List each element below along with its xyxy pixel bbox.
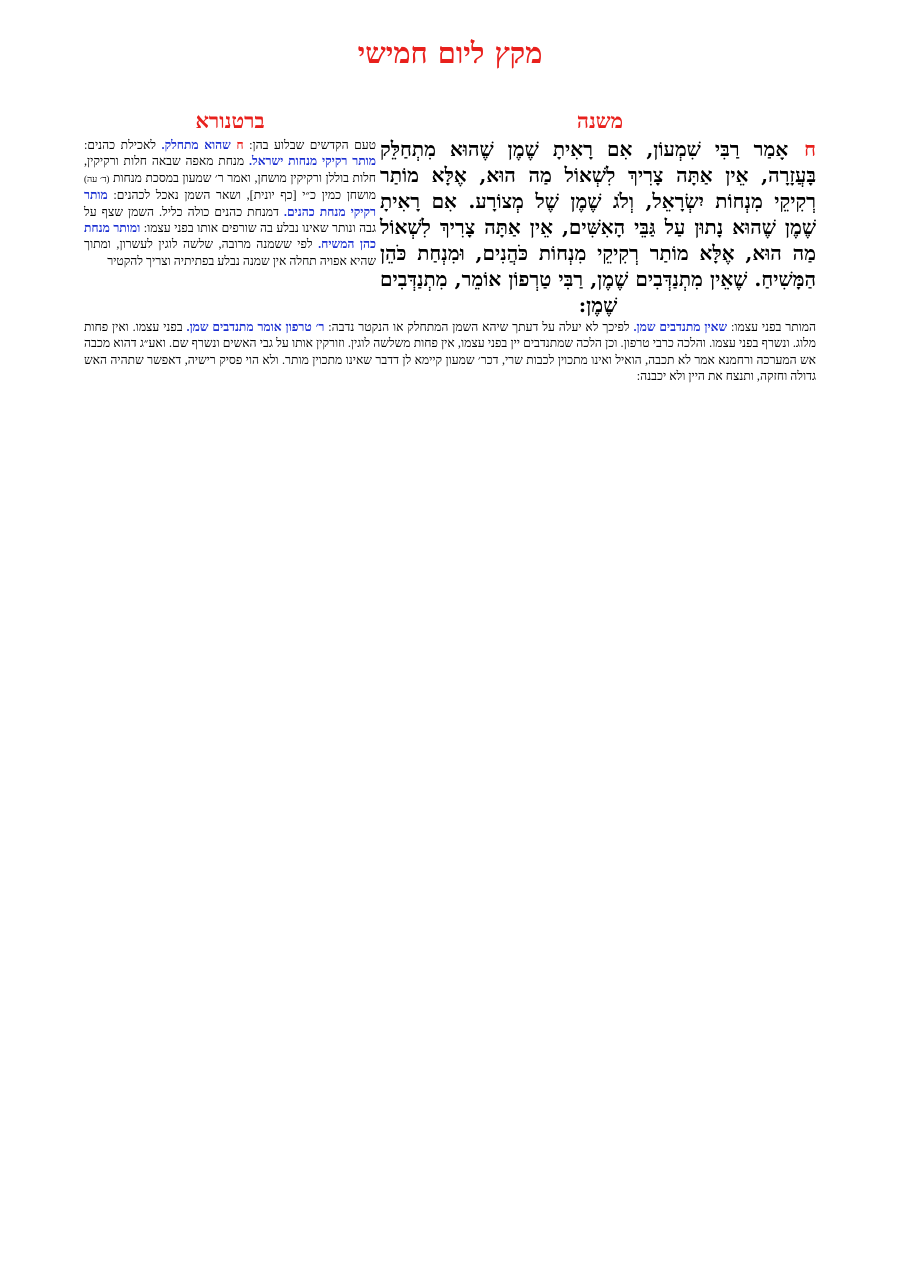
bartenura-segment: לפיכך לא יעלה על דעתך שיהא השמן המתחלק או הנקטר נדבה: xyxy=(324,320,634,334)
bartenura-segment: מנחת מאפה שבאה חלות ורקיקין, חלות בוללן ורקיקין מושחן, ואמר ר׳ שמעון במסכת מנחות xyxy=(84,154,376,185)
mishna-body: אָמַר רַבִּי שִׁמְעוֹן, אִם רָאִיתָ שֶׁמֶן שֶׁהוּא מִתְחַלֵּק בָּעֲזָרָה, אֵין אַתָּה צָרִיךְ לִשְׁאוֹל מַה הוּא, אֶלָּא מוֹתַר רְקִיקֵי מִנְחוֹת יִשְׂרָאֵל, וְלֹג שֶׁמֶן שֶׁל מְצוֹרָע. אִם רָאִיתָ שֶׁמֶן שֶׁהוּא נָתוּן עַל גַּבֵּי הָאִשִּׁים, אֵין אַתָּה צָרִיךְ לִשְׁאוֹל מַה הוּא, אֶלָּא מוֹתַר רְקִיקֵי מִנְחוֹת כֹּהֲנִים, וּמִנְחַת כֹּהֵן הַמָּשִׁיחַ. שֶׁאֵין מִתְנַדְּבִים שֶׁמֶן, רַבִּי טַרְפוֹן אוֹמֵר, מִתְנַדְּבִים שֶׁמֶן: xyxy=(380,137,816,317)
bartenura-segment: המותר בפני עצמו: xyxy=(727,320,816,334)
bartenura-column xyxy=(84,137,376,269)
mishna-text-block xyxy=(380,136,816,318)
bartenura-segment: לפי ששמנה מרובה, שלשה לוגין לעשרון, ומתוך שהיא אפויה תחלה אין שמנה נבלע בפתיתיה וצריך להקטיר xyxy=(84,237,376,268)
bartenura-continuation xyxy=(84,319,816,385)
bartenura-segment: דמנחת כהנים כולה כליל. השמן שצף על גבה ונותר שאינו נבלע בה שורפים אותו בפני עצמו: xyxy=(84,204,376,236)
dibbur-hamatchil: שהוא מתחלק. xyxy=(161,138,231,152)
bartenura-segment: לאכילת כהנים: xyxy=(84,138,162,152)
bartenura-segment: מושחן כמין כ״י [כף יונית], ושאר השמן נאכל לכהנים: xyxy=(107,188,376,203)
dibbur-hamatchil: שאין מתנדבים שמן. xyxy=(633,320,728,334)
bartenura-segment: בפני עצמו. ואין פחות מלוג. ונשרף בפני עצמו. והלכה כרבי טרפון. וכן הלכה שמתנדבים יין בפני עצמו, אין פחות משלשה לוגין. וזורקין אותו על גבי האשים ונשרף שם. ואע״ג דהוא מכבה אש המערכה ורחמנא אמר לא תכבה, הואיל ואינו מתכוין לכבות שרי, דכר׳ שמעון קיימא לן דדבר שאינו מתכוין מותר. ולא הוי פסיק רישיה, דאפשר שתהיה האש גדולה וחזקה, ותנצח את היין ולא יכבנה: xyxy=(84,320,816,384)
mishna-letter: ח xyxy=(804,137,816,161)
mishna-heading: משנה xyxy=(576,108,624,133)
bartenura-segment: טעם הקדשים שבלוע בהן: xyxy=(243,138,376,152)
dibbur-hamatchil: ומותר מנחת כהן המשיח. xyxy=(84,221,376,252)
bartenura-heading: ברטנורא xyxy=(195,108,265,133)
dibbur-hamatchil: מותר רקיקי מנחת כהנים. xyxy=(84,188,376,219)
page-title: מקץ ליום חמישי xyxy=(357,36,543,70)
dibbur-hamatchil: ר׳ טרפון אומר מתנדבים שמן. xyxy=(186,320,325,334)
page-reference: (ד׳ עה) xyxy=(84,173,110,184)
dibbur-hamatchil: מותר רקיקי מנחות ישראל. xyxy=(248,154,376,169)
bartenura-letter: ח xyxy=(236,138,244,152)
